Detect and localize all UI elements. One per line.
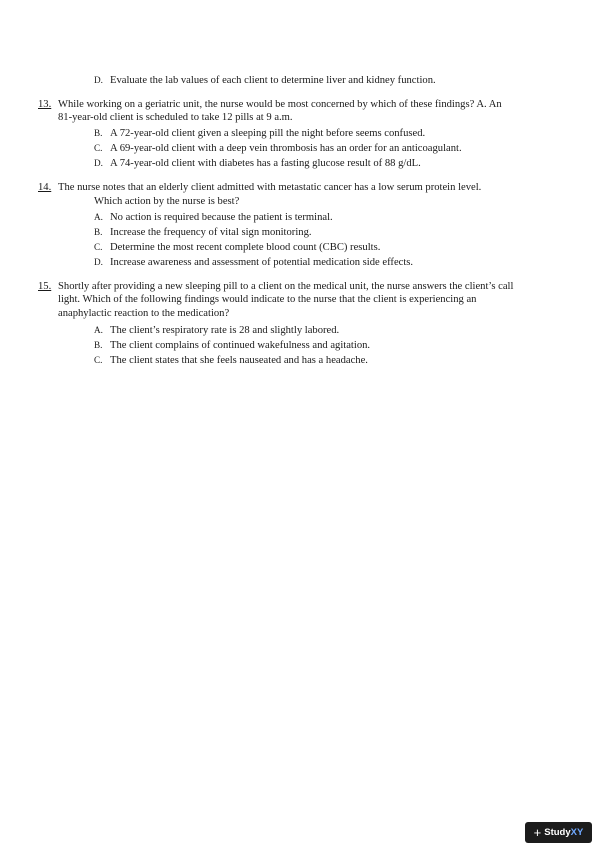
q13-option-b-text: A 72-year-old client given a sleeping pill the night before seems confused.	[110, 128, 426, 139]
q14-option-c-text: Determine the most recent complete blood count (CBC) results.	[110, 242, 381, 253]
q13-option-d-text: A 74-year-old client with diabetes has a fasting glucose result of 88 g/dL.	[110, 158, 421, 169]
q13-option-c-letter: C.	[94, 143, 103, 153]
q15-stem-line2: light. Which of the following findings would indicate to the nurse that the client is experiencing an	[58, 294, 477, 305]
plus-icon: +	[533, 824, 542, 840]
q12-option-d-text: Evaluate the lab values of each client to determine liver and kidney function.	[110, 75, 436, 86]
q12-option-d-letter: D.	[94, 75, 103, 85]
q14-stem-line2: Which action by the nurse is best?	[94, 196, 240, 207]
q14-option-d-letter: D.	[94, 257, 103, 267]
q15-stem-line1: Shortly after providing a new sleeping pill to a client on the medical unit, the nurse answers the client’s call	[58, 281, 514, 292]
q14-option-a-letter: A.	[94, 212, 103, 222]
q15-stem-line3: anaphylactic reaction to the medication?	[58, 308, 230, 319]
q14-stem-line1: The nurse notes that an elderly client admitted with metastatic cancer has a low serum protein level.	[58, 182, 482, 193]
q14-option-b-letter: B.	[94, 227, 103, 237]
q14-option-d-text: Increase awareness and assessment of potential medication side effects.	[110, 257, 414, 268]
q15-option-c-text: The client states that she feels nauseated and has a headache.	[110, 355, 368, 366]
q15-option-a-letter: A.	[94, 325, 103, 335]
q13-option-b-letter: B.	[94, 128, 103, 138]
brand-name: StudyXY	[544, 827, 584, 838]
q15-option-a-text: The client’s respiratory rate is 28 and slightly labored.	[110, 325, 340, 336]
q15-option-c-letter: C.	[94, 355, 103, 365]
q13-stem-line2: 81-year-old client is scheduled to take 12 pills at 9 a.m.	[58, 112, 293, 123]
q15-number: 15.	[38, 281, 52, 292]
q15-option-b-letter: B.	[94, 340, 103, 350]
q14-number: 14.	[38, 182, 52, 193]
q14-option-c-letter: C.	[94, 242, 103, 252]
q13-number: 13.	[38, 99, 52, 110]
q14-option-b-text: Increase the frequency of vital sign monitoring.	[110, 227, 312, 238]
q15-option-b-text: The client complains of continued wakefulness and agitation.	[110, 340, 371, 351]
q13-option-c-text: A 69-year-old client with a deep vein thrombosis has an order for an anticoagulant.	[110, 143, 462, 154]
q13-stem-line1: While working on a geriatric unit, the nurse would be most concerned by which of these findings? A. An	[58, 99, 502, 110]
q14-option-a-text: No action is required because the patient is terminal.	[110, 212, 333, 223]
studyxy-logo-badge[interactable]	[525, 822, 592, 843]
q13-option-d-letter: D.	[94, 158, 103, 168]
